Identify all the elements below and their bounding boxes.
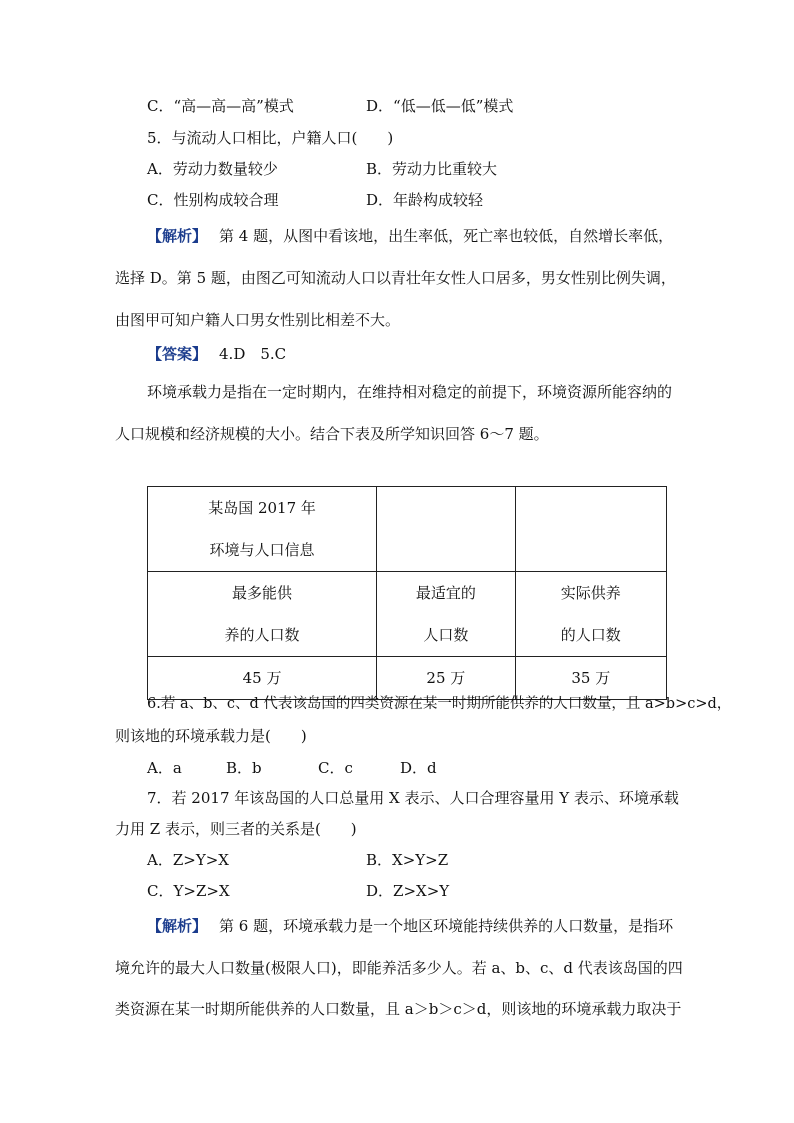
q6-option-c: C．c — [318, 759, 353, 777]
analysis-2-line-1 — [147, 916, 673, 936]
analysis-1-text-1: 第 4 题，从图中看该地，出生率低，死亡率也较低，自然增长率低， — [219, 227, 674, 245]
max-population-label-1: 最多能供 — [232, 584, 293, 602]
q5-option-a: A．劳动力数量较少 — [147, 160, 278, 178]
analysis-2-line-3: 类资源在某一时期所能供养的人口数量，且 a＞b＞c＞d，则该地的环境承载力取决于 — [115, 1000, 682, 1018]
intro-line-1: 环境承载力是指在一定时期内，在维持相对稳定的前提下，环境资源所能容纳的 — [147, 383, 673, 401]
table-label-cell — [148, 572, 377, 657]
actual-population-label-1: 实际供养 — [560, 584, 621, 602]
answer-tag: 【答案】 — [147, 345, 208, 363]
q6-stem-line-1: 6.若 a、b、c、d 代表该岛国的四类资源在某一时期所能供养的人口数量，且 a>b>c>d， — [147, 696, 732, 712]
environment-population-table — [147, 486, 667, 700]
table-header-line-1: 某岛国 2017 年 — [208, 499, 316, 517]
actual-population-label-2: 的人口数 — [560, 626, 621, 644]
q7-stem-line-2: 力用 Z 表示，则三者的关系是( ) — [115, 820, 357, 838]
intro-line-2: 人口规模和经济规模的大小。结合下表及所学知识回答 6～7 题。 — [115, 425, 549, 443]
q7-option-c: C．Y>Z>X — [147, 882, 230, 900]
table-empty-cell — [515, 487, 666, 572]
q6-option-a: A．a — [147, 759, 182, 777]
analysis-2-line-2: 境允许的最大人口数量(极限人口)，即能养活多少人。若 a、b、c、d 代表该岛国的四 — [115, 959, 683, 977]
q5-option-c: C．性别构成较合理 — [147, 191, 279, 209]
table-empty-cell — [377, 487, 515, 572]
table-header-row — [148, 487, 667, 572]
q7-stem-line-1: 7．若 2017 年该岛国的人口总量用 X 表示、人口合理容量用 Y 表示、环境承载 — [147, 789, 679, 807]
q6-option-d: D．d — [400, 759, 437, 777]
q6-stem-line-2: 则该地的环境承载力是( ) — [115, 727, 307, 745]
analysis-tag: 【解析】 — [147, 227, 208, 245]
analysis-1-line-1 — [147, 226, 673, 246]
table-label-row — [148, 572, 667, 657]
optimal-population-value: 25 万 — [377, 657, 515, 700]
q5-option-b: B．劳动力比重较大 — [366, 160, 498, 178]
q4-option-c: C．“高—高—高”模式 — [147, 97, 294, 115]
analysis-1-line-2: 选择 D。第 5 题，由图乙可知流动人口以青壮年女性人口居多，男女性别比例失调， — [115, 269, 676, 287]
q5-stem: 5．与流动人口相比，户籍人口( ) — [147, 129, 394, 147]
optimal-population-label-1: 最适宜的 — [415, 584, 476, 602]
optimal-population-label-2: 人口数 — [423, 626, 469, 644]
q7-option-b: B．X>Y>Z — [366, 851, 449, 869]
q7-option-a: A．Z>Y>X — [147, 851, 229, 869]
table-header-line-2: 环境与人口信息 — [209, 541, 315, 559]
answer-1-text: 4.D 5.C — [219, 345, 287, 363]
max-population-value: 45 万 — [148, 657, 377, 700]
max-population-label-2: 养的人口数 — [224, 626, 300, 644]
answer-1 — [147, 344, 286, 364]
table-label-cell — [515, 572, 666, 657]
analysis-1-line-3: 由图甲可知户籍人口男女性别比相差不大。 — [115, 311, 401, 329]
actual-population-value: 35 万 — [515, 657, 666, 700]
analysis-tag: 【解析】 — [147, 917, 208, 935]
q5-option-d: D．年龄构成较轻 — [366, 191, 484, 209]
table-label-cell — [377, 572, 515, 657]
q6-option-b: B．b — [226, 759, 262, 777]
analysis-2-text-1: 第 6 题，环境承载力是一个地区环境能持续供养的人口数量，是指环 — [219, 917, 674, 935]
q4-option-d: D．“低—低—低”模式 — [366, 97, 514, 115]
q7-option-d: D．Z>X>Y — [366, 882, 450, 900]
table-header-cell — [148, 487, 377, 572]
